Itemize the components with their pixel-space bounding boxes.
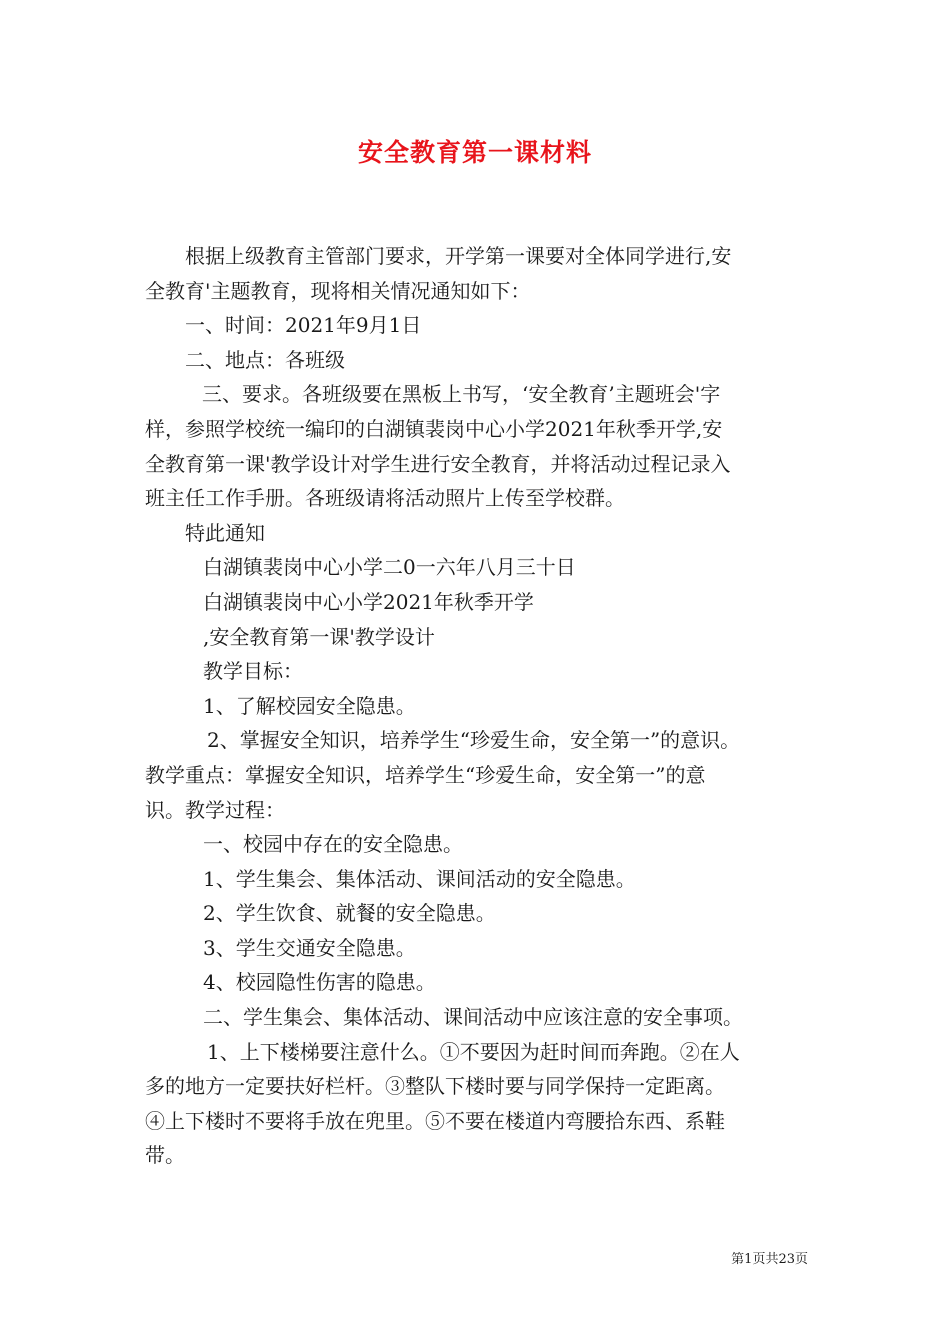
page-number: 第1页共23页 [731, 1252, 808, 1267]
paragraph-line: ④上下楼时不要将手放在兜里。⑤不要在楼道内弯腰拾东西、系鞋 [145, 1108, 725, 1133]
paragraph-line: 2、掌握安全知识，培养学生“珍爱生命，安全第一”的意识。 [207, 728, 741, 753]
paragraph-line: 1、了解校园安全隐患。 [203, 693, 416, 718]
paragraph-line: 3、学生交通安全隐患。 [203, 935, 416, 960]
paragraph-line: 识。教学过程： [145, 797, 285, 822]
paragraph-line: 教学目标： [203, 659, 303, 684]
document-title: 安全教育第一课材料 [357, 138, 592, 167]
paragraph-line: 二、地点：各班级 [185, 347, 345, 372]
paragraph-line: 教学重点：掌握安全知识，培养学生“珍爱生命，安全第一”的意 [145, 762, 706, 787]
paragraph-line: 样，参照学校统一编印的白湖镇裴岗中心小学2021年秋季开学,安 [145, 416, 723, 441]
paragraph-line: 二、学生集会、集体活动、课间活动中应该注意的安全事项。 [203, 1005, 743, 1030]
paragraph-line: 全教育第一课'教学设计对学生进行安全教育，并将活动过程记录入 [145, 451, 731, 476]
paragraph-line: 白湖镇裴岗中心小学二0一六年八月三十日 [203, 555, 576, 580]
paragraph-line: 1、上下楼梯要注意什么。①不要因为赶时间而奔跑。②在人 [207, 1039, 740, 1064]
paragraph-line: 三、要求。各班级要在黑板上书写，‘安全教育’主题班会'字 [202, 382, 721, 407]
paragraph-line: 白湖镇裴岗中心小学2021年秋季开学 [203, 589, 534, 614]
paragraph-line: 4、校园隐性伤害的隐患。 [203, 970, 436, 995]
paragraph-line: 带。 [145, 1143, 185, 1168]
paragraph-line: 多的地方一定要扶好栏杆。③整队下楼时要与同学保持一定距离。 [145, 1074, 725, 1099]
paragraph-line: 1、学生集会、集体活动、课间活动的安全隐患。 [203, 866, 636, 891]
paragraph-line: 班主任工作手册。各班级请将活动照片上传至学校群。 [145, 486, 625, 511]
paragraph-line: 特此通知 [185, 520, 265, 545]
document-body [145, 239, 810, 1173]
paragraph-line: 根据上级教育主管部门要求，开学第一课要对全体同学进行,安 [185, 244, 732, 268]
paragraph-line: 一、校园中存在的安全隐患。 [203, 832, 463, 857]
paragraph-line: 2、学生饮食、就餐的安全隐患。 [203, 901, 496, 926]
paragraph-line: 全教育'主题教育，现将相关情况通知如下： [145, 278, 531, 303]
paragraph-line: ,安全教育第一课'教学设计 [203, 624, 435, 649]
paragraph-line: 一、时间：2021年9月1日 [185, 313, 422, 338]
